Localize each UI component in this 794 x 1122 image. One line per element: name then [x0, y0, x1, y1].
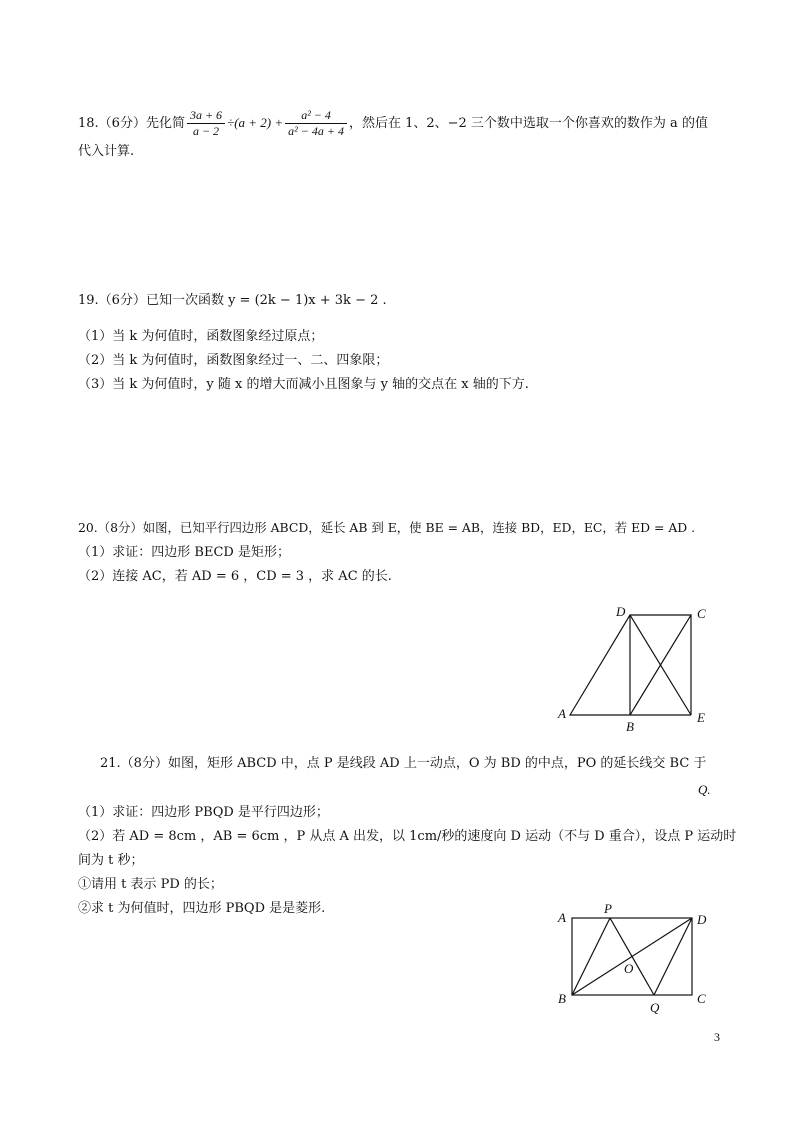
q19-part-2: （2）当 k 为何值时，函数图象经过一、二、四象限；	[78, 353, 389, 368]
q20-part-1: （1）求证：四边形 BECD 是矩形；	[78, 545, 290, 560]
q18-line1	[78, 108, 708, 139]
q19-part-3: （3）当 k 为何值时，y 随 x 的增大而减小且图象与 y 轴的交点在 x 轴的下方.	[78, 377, 529, 392]
q19-part-1: （1）当 k 为何值时，函数图象经过原点；	[78, 329, 324, 344]
q20-label-c: C	[697, 606, 706, 621]
q21-label-c: C	[697, 991, 706, 1006]
q18-mid: ÷(a + 2) +	[227, 115, 284, 130]
q20-label-a: A	[558, 706, 566, 721]
q18-tail: ，然后在 1、2、−2 三个数中选取一个你喜欢的数作为 a 的值	[348, 116, 708, 131]
q18-fraction-1-denominator: a − 2	[192, 124, 220, 138]
q21-figure	[550, 900, 720, 1020]
q18-fraction-2	[285, 108, 347, 139]
q20-part-2: （2）连接 AC，若 AD = 6 ，CD = 3 ，求 AC 的长.	[78, 569, 392, 584]
q18-head: 18.（6分）先化简	[78, 116, 185, 131]
q20-figure	[550, 600, 720, 740]
q18-fraction-2-numerator: a² − 4	[285, 108, 347, 124]
q21-label-a: A	[558, 910, 566, 925]
q21-sub-1: ①请用 t 表示 PD 的长；	[78, 877, 223, 892]
q21-head: 21.（8分）如图，矩形 ABCD 中，点 P 是线段 AD 上一动点，O 为 BD 的中点，PO 的延长线交 BC 于	[100, 756, 707, 771]
q18-fraction-1	[187, 108, 225, 139]
q19-head: 19.（6分）已知一次函数 y = (2k − 1)x + 3k − 2 .	[78, 293, 387, 308]
q21-label-q: Q	[650, 1000, 660, 1015]
page-number: 3	[714, 1030, 720, 1044]
q18-line2: 代入计算.	[78, 144, 135, 159]
q20-label-d: D	[616, 604, 626, 619]
q21-label-p: P	[604, 901, 612, 916]
q21-part-1: （1）求证：四边形 PBQD 是平行四边形；	[78, 805, 329, 820]
q21-label-o: O	[624, 961, 634, 976]
q21-part-2b: 间为 t 秒；	[78, 853, 144, 868]
q18-fraction-2-denominator: a² − 4a + 4	[288, 124, 344, 138]
q21-head-end: Q.	[698, 782, 711, 797]
q20-head: 20.（8分）如图，已知平行四边形 ABCD，延长 AB 到 E，使 BE = AB，连接 BD，ED，EC，若 ED = AD .	[78, 520, 696, 535]
q21-label-b: B	[558, 991, 566, 1006]
q21-segment-pq	[610, 918, 654, 995]
q20-label-e: E	[697, 710, 705, 725]
q21-part-2a: （2）若 AD = 8cm ，AB = 6cm ，P 从点 A 出发，以 1cm/秒的速度向 D 运动（不与 D 重合），设点 P 运动时	[78, 829, 737, 844]
q18-fraction-1-numerator: 3a + 6	[187, 108, 225, 124]
q21-sub-2: ②求 t 为何值时，四边形 PBQD 是是菱形.	[78, 901, 326, 916]
q21-label-d: D	[697, 912, 707, 927]
q20-label-b: B	[626, 719, 634, 734]
